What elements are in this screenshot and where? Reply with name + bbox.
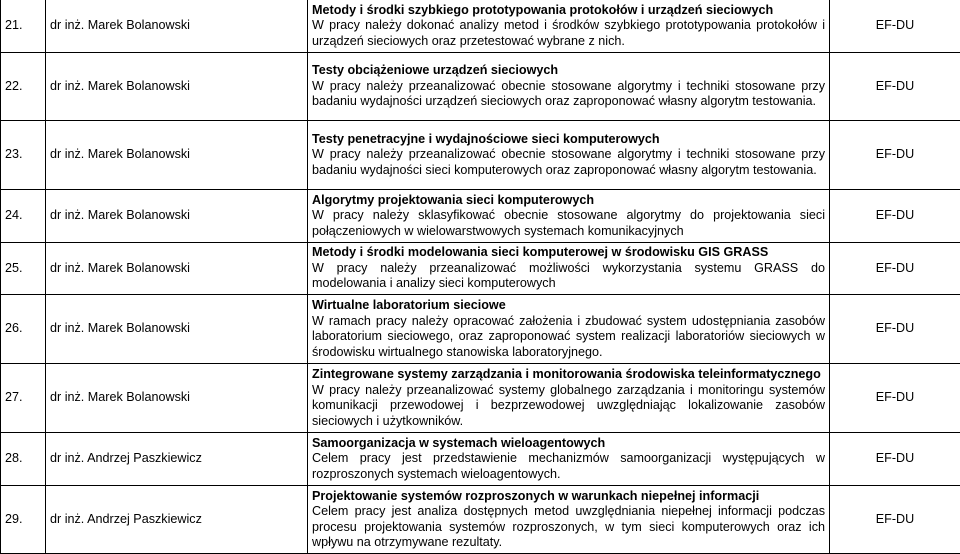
topic-cell (308, 243, 830, 295)
supervisor-name: dr inż. Marek Bolanowski (46, 364, 308, 433)
table-row (1, 53, 960, 121)
topic-description: W pracy należy przeanalizować obecnie stosowane algorytmy i techniki stosowane przy badaniu wydajności urządzeń sieciowych oraz zaproponować własny algorytm testowania. (312, 79, 825, 110)
row-number: 28. (1, 433, 46, 486)
table-row (1, 295, 960, 364)
topic-description: W pracy należy przeanalizować systemy globalnego zarządzania i monitoringu systemów komunikacji przewodowej i bezprzewodowej uwzględniając lokalizowanie zasobów sieciowych i użytkowników. (312, 383, 825, 430)
row-number: 21. (1, 0, 46, 53)
table-row (1, 364, 960, 433)
topic-description: W pracy należy sklasyfikować obecnie stosowane algorytmy do projektowania sieci połączeniowych w wielowarstwowych systemach komunikacyjnych (312, 208, 825, 239)
department-code: EF-DU (830, 121, 960, 190)
topic-cell (308, 433, 830, 486)
row-number: 29. (1, 486, 46, 554)
topic-cell (308, 0, 830, 53)
department-code: EF-DU (830, 364, 960, 433)
thesis-topics-body (1, 0, 960, 554)
topic-title: Projektowanie systemów rozproszonych w warunkach niepełnej informacji (312, 489, 825, 505)
table-row (1, 0, 960, 53)
topic-cell (308, 364, 830, 433)
table-row (1, 486, 960, 554)
topic-description: W pracy należy przeanalizować możliwości wykorzystania systemu GRASS do modelowania i analizy sieci komputerowych (312, 261, 825, 292)
supervisor-name: dr inż. Marek Bolanowski (46, 0, 308, 53)
department-code: EF-DU (830, 190, 960, 243)
topic-title: Metody i środki szybkiego prototypowania protokołów i urządzeń sieciowych (312, 3, 825, 19)
row-number: 22. (1, 53, 46, 121)
topic-title: Testy penetracyjne i wydajnościowe sieci komputerowych (312, 132, 825, 148)
department-code: EF-DU (830, 433, 960, 486)
supervisor-name: dr inż. Andrzej Paszkiewicz (46, 433, 308, 486)
supervisor-name: dr inż. Andrzej Paszkiewicz (46, 486, 308, 554)
department-code: EF-DU (830, 486, 960, 554)
topic-title: Testy obciążeniowe urządzeń sieciowych (312, 63, 825, 79)
table-row (1, 121, 960, 190)
topic-description: W ramach pracy należy opracować założenia i zbudować system udostępniania zasobów laboratorium sieciowego, oraz zaproponować system realizacji laboratoriów sieciowych w środowisku wirtualnego stanowiska laboratoryjnego. (312, 314, 825, 361)
topic-description: W pracy należy dokonać analizy metod i środków szybkiego prototypowania protokołów i urządzeń sieciowych oraz przetestować wybrane z nich. (312, 18, 825, 49)
department-code: EF-DU (830, 243, 960, 295)
row-number: 25. (1, 243, 46, 295)
supervisor-name: dr inż. Marek Bolanowski (46, 243, 308, 295)
topic-description: W pracy należy przeanalizować obecnie stosowane algorytmy i techniki stosowane przy badaniu wydajności sieci komputerowych oraz zaproponować własny algorytm testowania. (312, 147, 825, 178)
topic-title: Metody i środki modelowania sieci komputerowej w środowisku GIS GRASS (312, 245, 825, 261)
supervisor-name: dr inż. Marek Bolanowski (46, 121, 308, 190)
table-row (1, 190, 960, 243)
supervisor-name: dr inż. Marek Bolanowski (46, 53, 308, 121)
row-number: 26. (1, 295, 46, 364)
table-row (1, 433, 960, 486)
topic-cell (308, 53, 830, 121)
topic-title: Zintegrowane systemy zarządzania i monitorowania środowiska teleinformatycznego (312, 367, 825, 383)
department-code: EF-DU (830, 295, 960, 364)
topic-description: Celem pracy jest analiza dostępnych metod uwzględniania niepełnej informacji podczas procesu projektowania systemów rozproszonych, w tym sieci komputerowych oraz ich wpływu na otrzymywane rezultaty. (312, 504, 825, 551)
department-code: EF-DU (830, 0, 960, 53)
supervisor-name: dr inż. Marek Bolanowski (46, 190, 308, 243)
topic-cell (308, 486, 830, 554)
topic-cell (308, 295, 830, 364)
topic-cell (308, 190, 830, 243)
supervisor-name: dr inż. Marek Bolanowski (46, 295, 308, 364)
table-row (1, 243, 960, 295)
topic-title: Samoorganizacja w systemach wieloagentowych (312, 436, 825, 452)
row-number: 27. (1, 364, 46, 433)
row-number: 24. (1, 190, 46, 243)
topic-title: Algorytmy projektowania sieci komputerowych (312, 193, 825, 209)
row-number: 23. (1, 121, 46, 190)
topic-description: Celem pracy jest przedstawienie mechanizmów samoorganizacji występujących w rozproszonych systemach wieloagentowych. (312, 451, 825, 482)
topic-title: Wirtualne laboratorium sieciowe (312, 298, 825, 314)
topic-cell (308, 121, 830, 190)
department-code: EF-DU (830, 53, 960, 121)
